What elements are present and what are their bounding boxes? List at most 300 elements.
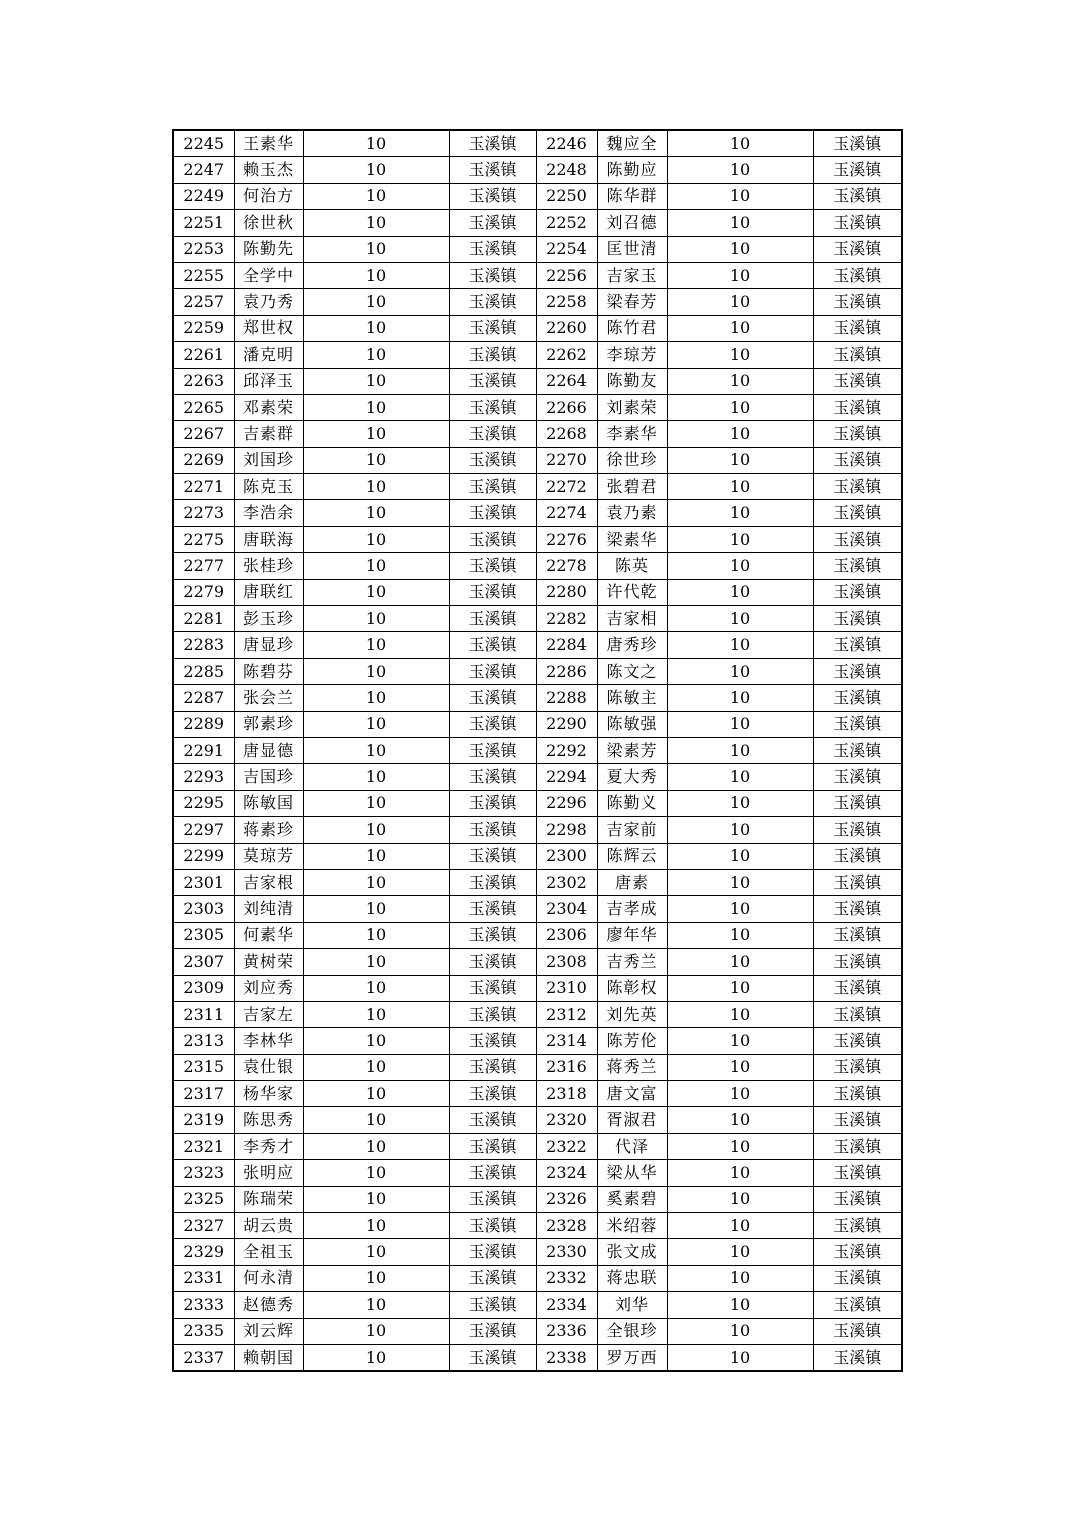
person-name-cell: 陈思秀 [234,1107,303,1133]
record-number-cell: 2259 [173,315,234,341]
record-number-cell: 2314 [536,1028,597,1054]
town-cell: 玉溪镇 [813,157,902,183]
amount-cell: 10 [667,632,813,658]
amount-cell: 10 [303,368,449,394]
person-name-cell: 袁仕银 [234,1054,303,1080]
town-cell: 玉溪镇 [449,949,536,975]
table-row [173,606,902,632]
person-name-cell: 陈英 [597,553,667,579]
amount-cell: 10 [667,1107,813,1133]
person-name-cell: 陈勤义 [597,790,667,816]
town-cell: 玉溪镇 [449,130,536,157]
town-cell: 玉溪镇 [813,289,902,315]
amount-cell: 10 [303,1001,449,1027]
record-number-cell: 2273 [173,500,234,526]
amount-cell: 10 [303,553,449,579]
town-cell: 玉溪镇 [813,975,902,1001]
table-row [173,315,902,341]
person-name-cell: 陈瑞荣 [234,1186,303,1212]
town-cell: 玉溪镇 [813,553,902,579]
person-name-cell: 赖朝国 [234,1344,303,1371]
amount-cell: 10 [667,1028,813,1054]
record-number-cell: 2312 [536,1001,597,1027]
person-name-cell: 吉秀兰 [597,949,667,975]
person-name-cell: 吉素群 [234,421,303,447]
town-cell: 玉溪镇 [449,262,536,288]
town-cell: 玉溪镇 [449,500,536,526]
amount-cell: 10 [667,210,813,236]
amount-cell: 10 [667,474,813,500]
town-cell: 玉溪镇 [449,421,536,447]
record-number-cell: 2318 [536,1081,597,1107]
table-row [173,394,902,420]
person-name-cell: 代泽 [597,1133,667,1159]
person-name-cell: 梁春芳 [597,289,667,315]
record-number-cell: 2324 [536,1160,597,1186]
table-row [173,1054,902,1080]
record-number-cell: 2256 [536,262,597,288]
person-name-cell: 潘克明 [234,342,303,368]
record-number-cell: 2306 [536,922,597,948]
table-row [173,553,902,579]
table-row [173,817,902,843]
person-name-cell: 张明应 [234,1160,303,1186]
amount-cell: 10 [667,606,813,632]
record-number-cell: 2325 [173,1186,234,1212]
town-cell: 玉溪镇 [813,843,902,869]
record-number-cell: 2316 [536,1054,597,1080]
person-name-cell: 全学中 [234,262,303,288]
table-row [173,342,902,368]
record-number-cell: 2334 [536,1292,597,1318]
amount-cell: 10 [303,606,449,632]
amount-cell: 10 [303,711,449,737]
amount-cell: 10 [303,975,449,1001]
record-number-cell: 2319 [173,1107,234,1133]
person-name-cell: 李秀才 [234,1133,303,1159]
town-cell: 玉溪镇 [813,1292,902,1318]
record-number-cell: 2254 [536,236,597,262]
table-row [173,210,902,236]
amount-cell: 10 [667,685,813,711]
person-name-cell: 陈勤友 [597,368,667,394]
person-name-cell: 李浩余 [234,500,303,526]
amount-cell: 10 [303,474,449,500]
person-name-cell: 陈竹君 [597,315,667,341]
table-row [173,869,902,895]
town-cell: 玉溪镇 [449,632,536,658]
person-name-cell: 陈文之 [597,658,667,684]
amount-cell: 10 [667,342,813,368]
person-name-cell: 张碧君 [597,474,667,500]
person-name-cell: 吉孝成 [597,896,667,922]
amount-cell: 10 [667,1133,813,1159]
amount-cell: 10 [303,764,449,790]
town-cell: 玉溪镇 [813,1081,902,1107]
table-row [173,500,902,526]
amount-cell: 10 [303,843,449,869]
town-cell: 玉溪镇 [813,236,902,262]
record-number-cell: 2311 [173,1001,234,1027]
table-row [173,236,902,262]
town-cell: 玉溪镇 [449,843,536,869]
table-row [173,421,902,447]
town-cell: 玉溪镇 [813,1028,902,1054]
town-cell: 玉溪镇 [813,869,902,895]
amount-cell: 10 [303,869,449,895]
town-cell: 玉溪镇 [449,447,536,473]
town-cell: 玉溪镇 [449,1239,536,1265]
record-number-cell: 2271 [173,474,234,500]
town-cell: 玉溪镇 [449,183,536,209]
town-cell: 玉溪镇 [813,1160,902,1186]
town-cell: 玉溪镇 [449,1265,536,1291]
town-cell: 玉溪镇 [813,579,902,605]
town-cell: 玉溪镇 [449,606,536,632]
person-name-cell: 唐联红 [234,579,303,605]
town-cell: 玉溪镇 [813,1318,902,1344]
person-name-cell: 魏应全 [597,130,667,157]
amount-cell: 10 [667,553,813,579]
town-cell: 玉溪镇 [813,368,902,394]
amount-cell: 10 [667,157,813,183]
town-cell: 玉溪镇 [813,896,902,922]
amount-cell: 10 [303,447,449,473]
town-cell: 玉溪镇 [813,315,902,341]
amount-cell: 10 [303,421,449,447]
person-name-cell: 徐世珍 [597,447,667,473]
person-name-cell: 唐显珍 [234,632,303,658]
amount-cell: 10 [667,1081,813,1107]
person-name-cell: 罗万西 [597,1344,667,1371]
record-number-cell: 2292 [536,737,597,763]
person-name-cell: 刘华 [597,1292,667,1318]
table-row [173,474,902,500]
table-row [173,896,902,922]
person-name-cell: 张会兰 [234,685,303,711]
record-number-cell: 2262 [536,342,597,368]
table-row [173,711,902,737]
person-name-cell: 陈芳伦 [597,1028,667,1054]
record-number-cell: 2261 [173,342,234,368]
record-number-cell: 2329 [173,1239,234,1265]
record-number-cell: 2336 [536,1318,597,1344]
table-row [173,658,902,684]
record-number-cell: 2263 [173,368,234,394]
record-number-cell: 2313 [173,1028,234,1054]
town-cell: 玉溪镇 [449,394,536,420]
record-number-cell: 2270 [536,447,597,473]
amount-cell: 10 [303,949,449,975]
record-number-cell: 2290 [536,711,597,737]
record-number-cell: 2300 [536,843,597,869]
amount-cell: 10 [303,262,449,288]
person-name-cell: 黄树荣 [234,949,303,975]
table-row [173,1133,902,1159]
town-cell: 玉溪镇 [449,368,536,394]
table-row [173,1107,902,1133]
town-cell: 玉溪镇 [813,447,902,473]
record-number-cell: 2310 [536,975,597,1001]
record-number-cell: 2282 [536,606,597,632]
town-cell: 玉溪镇 [813,764,902,790]
amount-cell: 10 [667,183,813,209]
town-cell: 玉溪镇 [449,526,536,552]
amount-cell: 10 [667,764,813,790]
town-cell: 玉溪镇 [449,553,536,579]
table-row [173,764,902,790]
table-row [173,1186,902,1212]
person-name-cell: 匡世清 [597,236,667,262]
town-cell: 玉溪镇 [449,579,536,605]
table-row [173,1265,902,1291]
town-cell: 玉溪镇 [813,474,902,500]
person-name-cell: 赵德秀 [234,1292,303,1318]
record-number-cell: 2295 [173,790,234,816]
town-cell: 玉溪镇 [449,342,536,368]
record-number-cell: 2293 [173,764,234,790]
amount-cell: 10 [303,737,449,763]
record-number-cell: 2272 [536,474,597,500]
table-row [173,975,902,1001]
record-number-cell: 2245 [173,130,234,157]
town-cell: 玉溪镇 [813,183,902,209]
amount-cell: 10 [303,658,449,684]
table-row [173,737,902,763]
town-cell: 玉溪镇 [449,1028,536,1054]
town-cell: 玉溪镇 [449,711,536,737]
amount-cell: 10 [667,1344,813,1371]
record-number-cell: 2257 [173,289,234,315]
amount-cell: 10 [667,1160,813,1186]
person-name-cell: 徐世秋 [234,210,303,236]
record-number-cell: 2297 [173,817,234,843]
amount-cell: 10 [667,579,813,605]
amount-cell: 10 [303,1265,449,1291]
person-name-cell: 梁素华 [597,526,667,552]
town-cell: 玉溪镇 [813,711,902,737]
record-number-cell: 2246 [536,130,597,157]
record-number-cell: 2309 [173,975,234,1001]
table-row [173,1239,902,1265]
amount-cell: 10 [667,262,813,288]
amount-cell: 10 [303,1054,449,1080]
person-name-cell: 吉国珍 [234,764,303,790]
record-number-cell: 2317 [173,1081,234,1107]
record-number-cell: 2296 [536,790,597,816]
record-number-cell: 2285 [173,658,234,684]
amount-cell: 10 [667,975,813,1001]
amount-cell: 10 [667,949,813,975]
amount-cell: 10 [303,817,449,843]
person-name-cell: 唐联海 [234,526,303,552]
person-name-cell: 邱泽玉 [234,368,303,394]
table-row [173,130,902,157]
amount-cell: 10 [667,658,813,684]
record-number-cell: 2253 [173,236,234,262]
town-cell: 玉溪镇 [813,737,902,763]
amount-cell: 10 [303,1292,449,1318]
person-name-cell: 邓素荣 [234,394,303,420]
person-name-cell: 何永清 [234,1265,303,1291]
person-name-cell: 吉家根 [234,869,303,895]
table-row [173,1213,902,1239]
person-name-cell: 赖玉杰 [234,157,303,183]
person-name-cell: 郑世权 [234,315,303,341]
amount-cell: 10 [667,368,813,394]
amount-cell: 10 [303,130,449,157]
record-number-cell: 2281 [173,606,234,632]
record-number-cell: 2287 [173,685,234,711]
person-name-cell: 奚素碧 [597,1186,667,1212]
town-cell: 玉溪镇 [449,658,536,684]
town-cell: 玉溪镇 [813,922,902,948]
record-number-cell: 2288 [536,685,597,711]
amount-cell: 10 [667,1239,813,1265]
person-name-cell: 陈勤应 [597,157,667,183]
person-name-cell: 刘国珍 [234,447,303,473]
record-number-cell: 2320 [536,1107,597,1133]
person-name-cell: 刘纯清 [234,896,303,922]
record-number-cell: 2274 [536,500,597,526]
person-name-cell: 梁从华 [597,1160,667,1186]
person-name-cell: 唐秀珍 [597,632,667,658]
amount-cell: 10 [303,790,449,816]
record-number-cell: 2277 [173,553,234,579]
person-name-cell: 廖年华 [597,922,667,948]
amount-cell: 10 [303,685,449,711]
person-name-cell: 梁素芳 [597,737,667,763]
person-name-cell: 唐素 [597,869,667,895]
person-name-cell: 胡云贵 [234,1213,303,1239]
record-number-cell: 2258 [536,289,597,315]
record-number-cell: 2269 [173,447,234,473]
amount-cell: 10 [303,289,449,315]
record-number-cell: 2303 [173,896,234,922]
amount-cell: 10 [303,632,449,658]
record-number-cell: 2330 [536,1239,597,1265]
person-name-cell: 刘应秀 [234,975,303,1001]
town-cell: 玉溪镇 [449,764,536,790]
person-name-cell: 莫琼芳 [234,843,303,869]
amount-cell: 10 [667,1186,813,1212]
person-name-cell: 李林华 [234,1028,303,1054]
amount-cell: 10 [303,1318,449,1344]
town-cell: 玉溪镇 [813,1265,902,1291]
record-number-cell: 2265 [173,394,234,420]
table-row [173,447,902,473]
amount-cell: 10 [667,1054,813,1080]
town-cell: 玉溪镇 [449,1344,536,1371]
record-number-cell: 2337 [173,1344,234,1371]
table-row [173,289,902,315]
amount-cell: 10 [667,289,813,315]
record-number-cell: 2279 [173,579,234,605]
table-row [173,1292,902,1318]
record-number-cell: 2298 [536,817,597,843]
record-number-cell: 2322 [536,1133,597,1159]
person-name-cell: 何治方 [234,183,303,209]
roster-table [172,129,903,1372]
person-name-cell: 彭玉珍 [234,606,303,632]
amount-cell: 10 [667,817,813,843]
table-row [173,922,902,948]
record-number-cell: 2248 [536,157,597,183]
record-number-cell: 2289 [173,711,234,737]
town-cell: 玉溪镇 [813,394,902,420]
amount-cell: 10 [303,922,449,948]
town-cell: 玉溪镇 [449,210,536,236]
town-cell: 玉溪镇 [449,1107,536,1133]
amount-cell: 10 [303,1160,449,1186]
amount-cell: 10 [667,1001,813,1027]
town-cell: 玉溪镇 [449,1133,536,1159]
record-number-cell: 2249 [173,183,234,209]
amount-cell: 10 [667,236,813,262]
amount-cell: 10 [667,1318,813,1344]
table-row [173,157,902,183]
amount-cell: 10 [303,1213,449,1239]
amount-cell: 10 [303,1239,449,1265]
amount-cell: 10 [667,737,813,763]
record-number-cell: 2251 [173,210,234,236]
record-number-cell: 2276 [536,526,597,552]
amount-cell: 10 [303,342,449,368]
amount-cell: 10 [303,526,449,552]
person-name-cell: 全祖玉 [234,1239,303,1265]
person-name-cell: 陈敏强 [597,711,667,737]
town-cell: 玉溪镇 [813,1107,902,1133]
person-name-cell: 李素华 [597,421,667,447]
record-number-cell: 2247 [173,157,234,183]
record-number-cell: 2250 [536,183,597,209]
person-name-cell: 唐文富 [597,1081,667,1107]
amount-cell: 10 [303,157,449,183]
record-number-cell: 2323 [173,1160,234,1186]
table-row [173,262,902,288]
person-name-cell: 胥淑君 [597,1107,667,1133]
person-name-cell: 陈敏主 [597,685,667,711]
record-number-cell: 2331 [173,1265,234,1291]
town-cell: 玉溪镇 [449,315,536,341]
table-body [173,130,902,1371]
town-cell: 玉溪镇 [813,949,902,975]
table-row [173,368,902,394]
person-name-cell: 刘先英 [597,1001,667,1027]
person-name-cell: 唐显德 [234,737,303,763]
person-name-cell: 吉家前 [597,817,667,843]
record-number-cell: 2294 [536,764,597,790]
town-cell: 玉溪镇 [813,1186,902,1212]
record-number-cell: 2260 [536,315,597,341]
person-name-cell: 全银珍 [597,1318,667,1344]
town-cell: 玉溪镇 [813,1239,902,1265]
table-row [173,685,902,711]
amount-cell: 10 [667,500,813,526]
table-row [173,632,902,658]
person-name-cell: 米绍蓉 [597,1213,667,1239]
table-row [173,183,902,209]
town-cell: 玉溪镇 [449,1292,536,1318]
person-name-cell: 杨华家 [234,1081,303,1107]
person-name-cell: 陈勤先 [234,236,303,262]
town-cell: 玉溪镇 [813,817,902,843]
amount-cell: 10 [303,315,449,341]
amount-cell: 10 [303,1028,449,1054]
record-number-cell: 2315 [173,1054,234,1080]
record-number-cell: 2275 [173,526,234,552]
amount-cell: 10 [303,896,449,922]
